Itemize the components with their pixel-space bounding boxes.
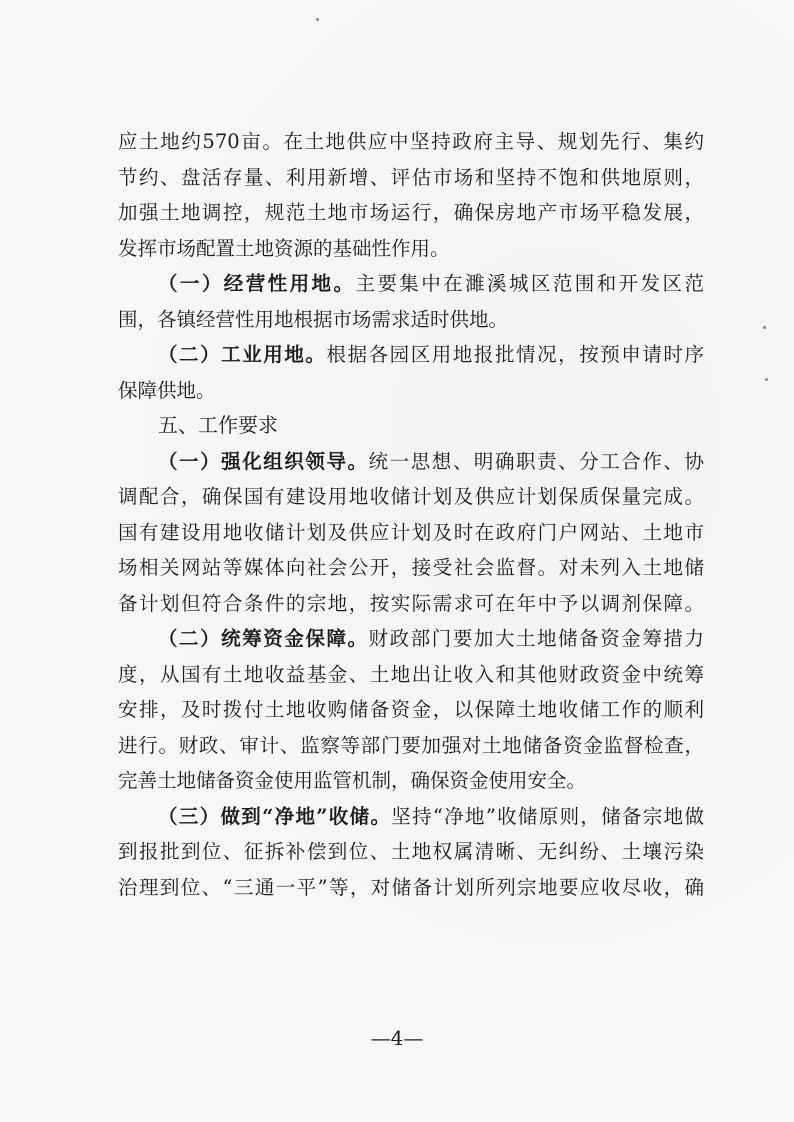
text-line xyxy=(118,834,704,870)
text-line xyxy=(118,337,704,373)
text-line xyxy=(118,231,704,267)
text-line xyxy=(118,408,704,444)
line-text: 加强土地调控，规范土地市场运行，确保房地产市场平稳发展， xyxy=(118,201,704,224)
line-text: 应土地约570亩。在土地供应中坚持政府主导、规划先行、集约 xyxy=(118,130,704,153)
line-text: 主要集中在濉溪城区范围和开发区范 xyxy=(355,272,704,295)
body-text xyxy=(118,124,704,905)
scan-speck xyxy=(763,326,766,329)
text-line xyxy=(118,302,704,338)
text-line xyxy=(118,160,704,196)
section-lead: （一）经营性用地。 xyxy=(158,272,356,295)
line-text: 完善土地储备资金使用监管机制，确保资金使用安全。 xyxy=(118,769,587,792)
section-lead: （一）强化组织领导。 xyxy=(158,449,369,473)
text-line xyxy=(118,586,704,622)
line-text: 财政部门要加大土地储备资金筹措力 xyxy=(368,627,704,650)
line-text: 国有建设用地收储计划及供应计划及时在政府门户网站、土地市 xyxy=(118,520,704,544)
text-line xyxy=(118,799,704,835)
line-text: 治理到位、“三通一平”等，对储备计划所列宗地要应收尽收，确 xyxy=(118,875,704,899)
text-line xyxy=(118,621,704,657)
line-text: 进行。财政、审计、监察等部门要加强对土地储备资金监督检查， xyxy=(118,733,704,757)
line-text: 五、工作要求 xyxy=(158,413,278,437)
text-line xyxy=(118,479,704,515)
line-text: 统一思想、明确职责、分工合作、协 xyxy=(368,449,704,473)
section-lead: （二）统筹资金保障。 xyxy=(158,627,369,650)
line-text: 安排，及时拨付土地收购储备资金，以保障土地收储工作的顺利 xyxy=(118,698,704,721)
line-text: 坚持“净地”收储原则，储备宗地做 xyxy=(391,804,704,828)
section-lead: （三）做到“净地”收储。 xyxy=(158,804,392,828)
text-line xyxy=(118,444,704,480)
text-line xyxy=(118,728,704,764)
text-line xyxy=(118,692,704,728)
line-text: 度，从国有土地收益基金、土地出让收入和其他财政资金中统筹 xyxy=(118,662,704,686)
line-text: 发挥市场配置土地资源的基础性作用。 xyxy=(118,236,450,260)
section-lead: （二）工业用地。 xyxy=(158,343,327,366)
scan-speck xyxy=(316,18,319,21)
text-line xyxy=(118,515,704,551)
line-text: 根据各园区用地报批情况，按预申请时序 xyxy=(326,343,704,366)
line-text: 到报批到位、征拆补偿到位、土地权属清晰、无纠纷、土壤污染 xyxy=(118,840,704,863)
line-text: 调配合，确保国有建设用地收储计划及供应计划保质保量完成。 xyxy=(118,485,704,508)
line-text: 围，各镇经营性用地根据市场需求适时供地。 xyxy=(118,307,509,331)
text-line xyxy=(118,657,704,693)
scan-speck xyxy=(765,378,768,381)
text-line xyxy=(118,124,704,160)
text-line xyxy=(118,763,704,799)
text-line xyxy=(118,195,704,231)
line-text: 保障供地。 xyxy=(118,378,216,402)
line-text: 备计划但符合条件的宗地，按实际需求可在年中予以调剂保障。 xyxy=(118,591,704,615)
text-line xyxy=(118,870,704,906)
page-number: —4— xyxy=(370,1026,424,1050)
line-text: 节约、盘活存量、利用新增、评估市场和坚持不饱和供地原则， xyxy=(118,165,704,189)
line-text: 场相关网站等媒体向社会公开，接受社会监督。对未列入土地储 xyxy=(118,556,704,579)
text-line xyxy=(118,550,704,586)
text-line xyxy=(118,373,704,409)
text-line xyxy=(118,266,704,302)
